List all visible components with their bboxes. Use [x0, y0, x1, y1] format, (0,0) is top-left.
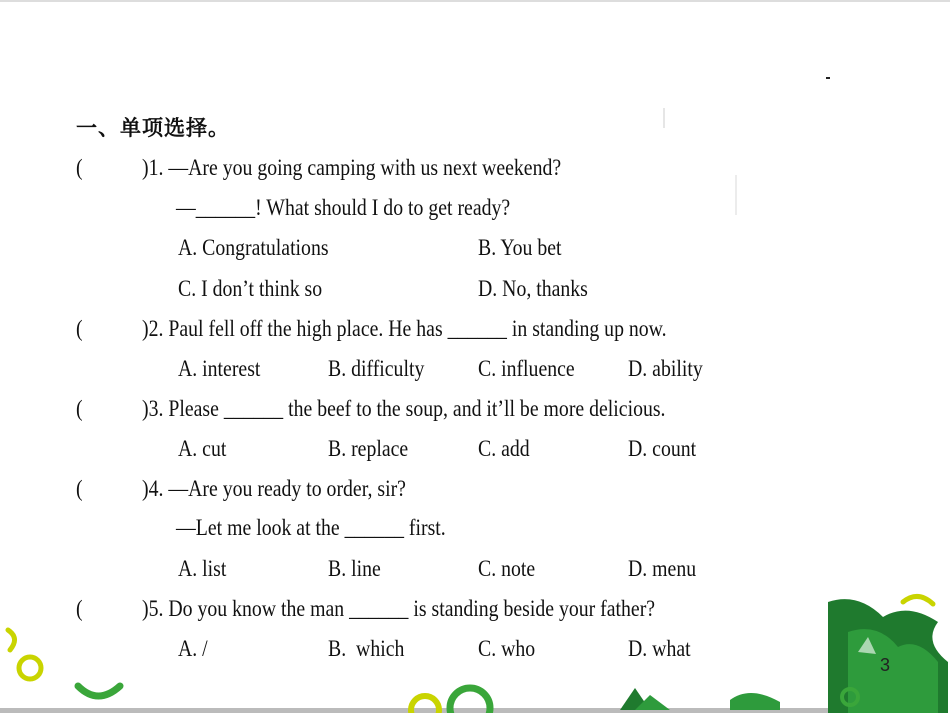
decorative-bottom-strip-icon	[130, 680, 830, 713]
answer-paren-4: (	[76, 476, 83, 501]
question-3-option-a: A. cut	[178, 436, 227, 461]
question-3-option-c: C. add	[478, 436, 530, 461]
question-5-option-c: C. who	[478, 636, 536, 661]
question-3-option-b: B. replace	[328, 436, 409, 461]
question-1-option-c: C. I don’t think so	[178, 276, 323, 301]
question-4-option-c: C. note	[478, 556, 536, 581]
question-5-option-a: A. /	[178, 636, 208, 661]
page-number: 3	[880, 655, 891, 675]
question-2-option-c: C. influence	[478, 356, 575, 381]
question-4-option-d: D. menu	[628, 556, 697, 581]
answer-paren-1: (	[76, 155, 83, 180]
question-4-option-a: A. list	[178, 556, 227, 581]
faint-artifact	[663, 108, 665, 128]
question-3-stem: )3. Please ______ the beef to the soup, and it’ll be more delicious.	[142, 396, 666, 421]
answer-paren-5: (	[76, 596, 83, 621]
question-1-option-a: A. Congratulations	[178, 235, 329, 260]
top-border	[0, 0, 950, 2]
answer-paren-2: (	[76, 316, 83, 341]
question-3-option-d: D. count	[628, 436, 697, 461]
question-4-stem-2: —Let me look at the ______ first.	[176, 515, 446, 540]
question-4-option-b: B. line	[328, 556, 381, 581]
question-5-stem: )5. Do you know the man ______ is standing beside your father?	[142, 596, 656, 621]
question-1-option-d: D. No, thanks	[478, 276, 588, 301]
question-2-option-d: D. ability	[628, 356, 703, 381]
question-2-option-b: B. difficulty	[328, 356, 425, 381]
question-1-stem-2: —______! What should I do to get ready?	[176, 195, 511, 220]
question-5-option-d: D. what	[628, 636, 691, 661]
question-5-option-b: B. which	[328, 636, 405, 661]
question-2-stem: )2. Paul fell off the high place. He has ______ in standing up now.	[142, 316, 667, 341]
question-1-option-b: B. You bet	[478, 235, 562, 260]
question-2-option-a: A. interest	[178, 356, 261, 381]
section-heading: 一、单项选择。	[76, 116, 230, 140]
decorative-rings-left-icon	[0, 620, 130, 713]
question-4-stem: )4. —Are you ready to order, sir?	[142, 476, 406, 501]
question-1-stem: )1. —Are you going camping with us next weekend?	[142, 155, 562, 180]
corner-mark	[826, 77, 830, 79]
decorative-leaves-icon	[828, 592, 950, 713]
faint-artifact	[735, 175, 737, 215]
answer-paren-3: (	[76, 396, 83, 421]
